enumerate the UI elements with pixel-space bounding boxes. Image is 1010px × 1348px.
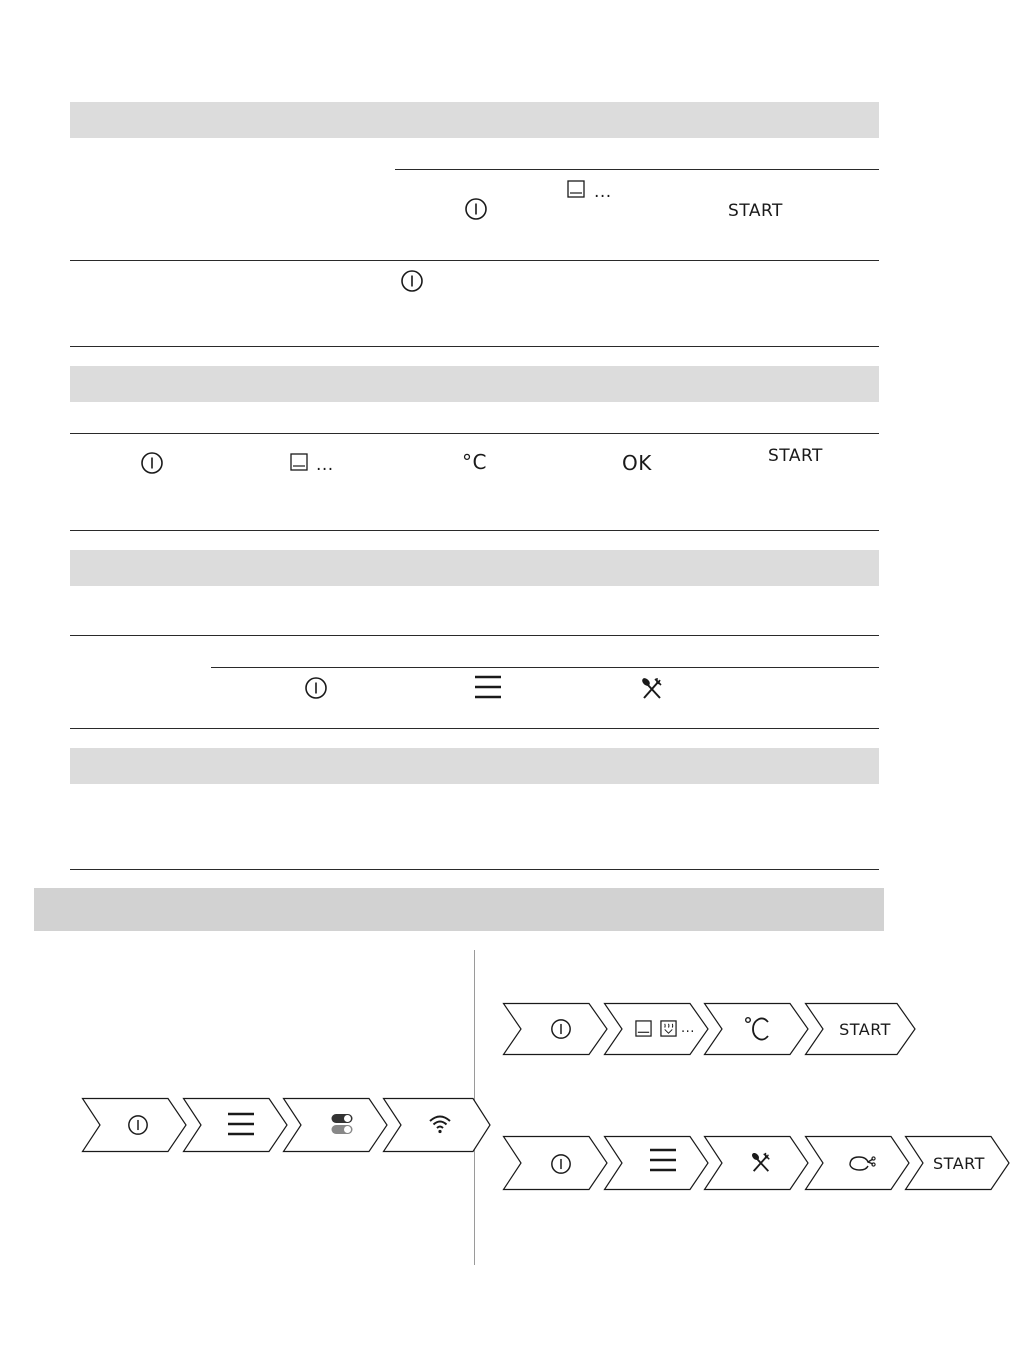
- section-header-band-1: [70, 102, 879, 138]
- flow-step-power: [503, 1136, 608, 1190]
- flow-step-assisted-cooking: [704, 1136, 809, 1190]
- fork-knife-icon: [640, 676, 664, 700]
- table-rule: [211, 667, 879, 668]
- flow-step-menu: [183, 1098, 288, 1152]
- power-icon: [400, 269, 424, 293]
- table-rule: [70, 433, 879, 434]
- power-icon: [464, 197, 488, 221]
- temperature-label: °C: [462, 450, 487, 474]
- flow-step-roast: [805, 1136, 910, 1190]
- fork-knife-icon: [750, 1151, 772, 1173]
- table-rule: [395, 169, 879, 170]
- start-label: START: [933, 1153, 985, 1173]
- temperature-icon: [744, 1016, 772, 1042]
- diagram-header-band: [34, 888, 884, 931]
- roast-chicken-icon: [848, 1153, 876, 1173]
- flow-step-power: [82, 1098, 187, 1152]
- power-icon: [304, 676, 328, 700]
- section-header-band-2: [70, 366, 879, 402]
- start-label: START: [728, 201, 783, 221]
- menu-icon: [649, 1148, 677, 1172]
- table-rule: [70, 346, 879, 347]
- ellipsis-text: ...: [594, 182, 612, 202]
- table-rule: [70, 728, 879, 729]
- flow-step-toggle: [283, 1098, 388, 1152]
- section-header-band-3: [70, 550, 879, 586]
- oven-mode-icon: [567, 180, 585, 198]
- oven-mode-icon: [290, 453, 308, 471]
- oven-mode-icon: [635, 1020, 652, 1037]
- power-icon: [550, 1018, 572, 1040]
- toggle-icon: [331, 1113, 353, 1135]
- menu-icon: [227, 1112, 255, 1136]
- power-icon: [140, 451, 164, 475]
- flow-step-start: [805, 1003, 917, 1055]
- start-label: START: [768, 446, 823, 466]
- flow-step-start: [905, 1136, 985, 1190]
- table-rule: [70, 530, 879, 531]
- ellipsis-text: ...: [681, 1021, 695, 1036]
- menu-icon: [474, 675, 502, 699]
- section-header-band-4: [70, 748, 879, 784]
- table-rule: [70, 260, 879, 261]
- flow-step-wifi: [383, 1098, 491, 1152]
- flow-step-oven-modes: [604, 1003, 709, 1055]
- table-rule: [70, 635, 879, 636]
- ellipsis-text: ...: [316, 455, 334, 475]
- ok-label: OK: [622, 451, 652, 475]
- table-rule: [70, 869, 879, 870]
- power-icon: [127, 1114, 149, 1136]
- wifi-icon: [429, 1114, 451, 1134]
- flow-step-menu: [604, 1136, 709, 1190]
- steam-icon: [660, 1020, 677, 1037]
- start-label: START: [839, 1019, 891, 1039]
- flow-step-power: [503, 1003, 608, 1055]
- power-icon: [550, 1153, 572, 1175]
- flow-step-temperature: [704, 1003, 809, 1055]
